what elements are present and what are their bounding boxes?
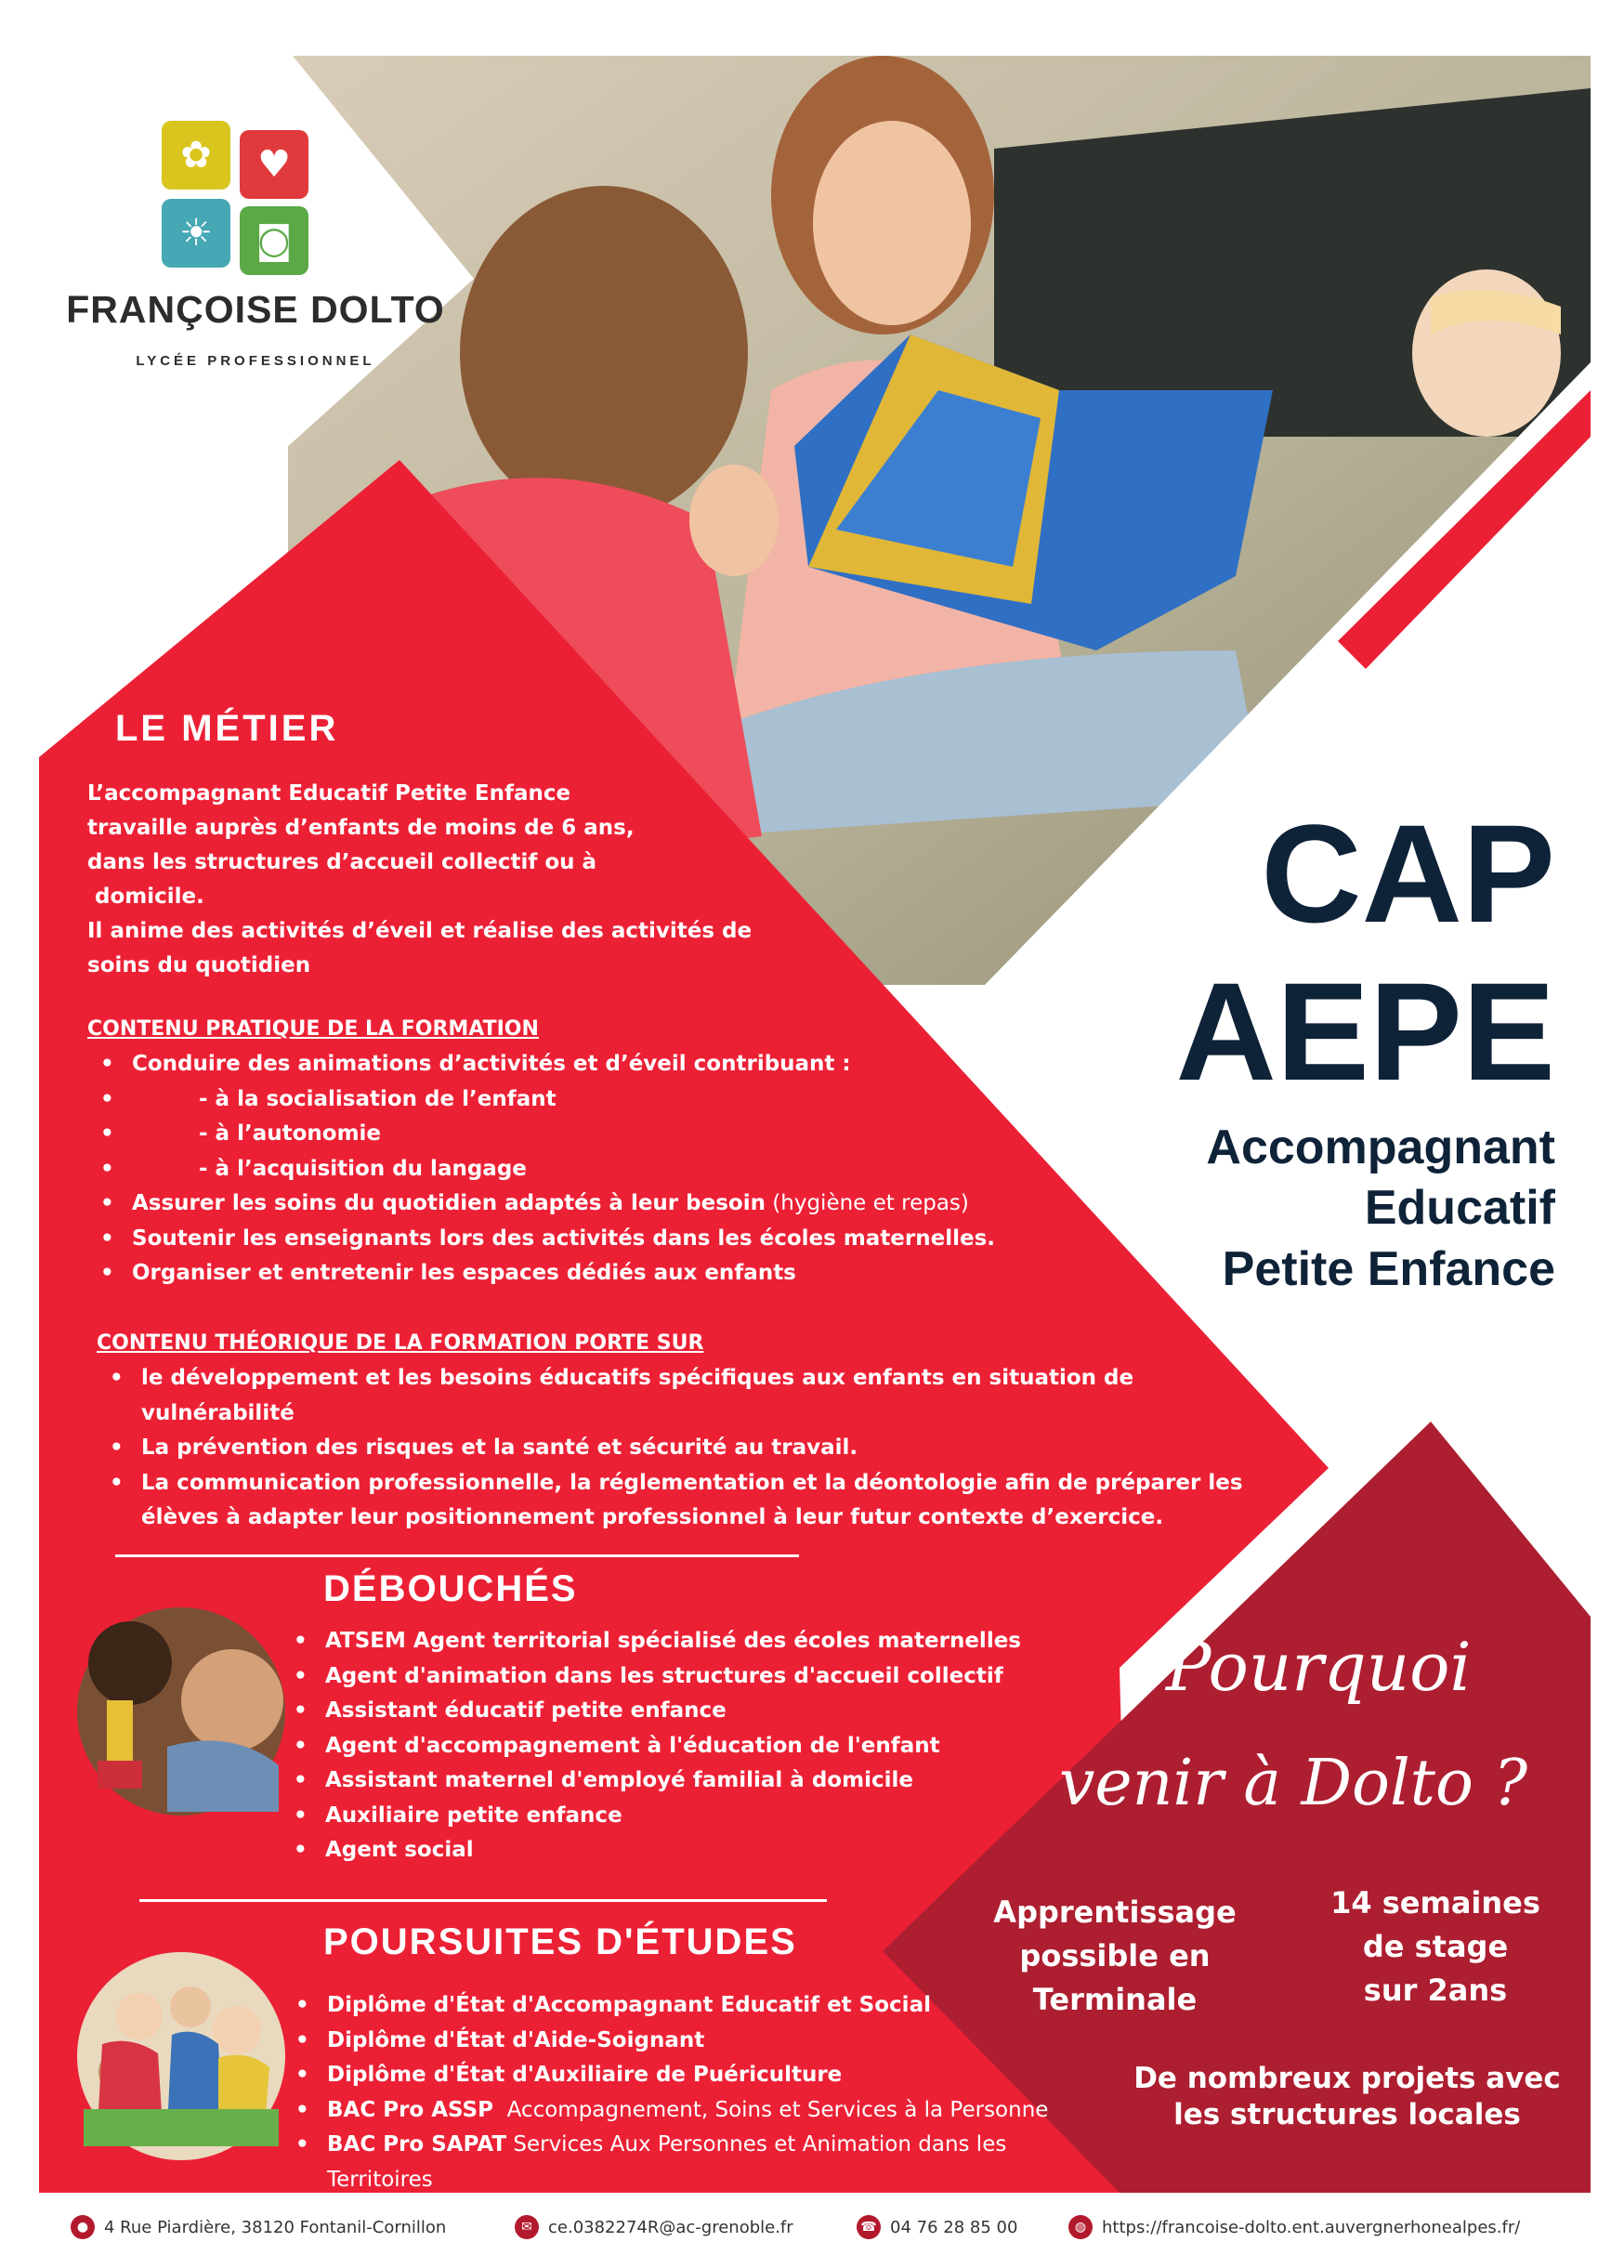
- school-name: FRANÇOISE DOLTO: [66, 288, 445, 331]
- globe-icon: ◍: [1068, 2215, 1093, 2239]
- item-extra: (hygiène et repas): [765, 1191, 969, 1215]
- item-text: BAC Pro ASSP: [327, 2097, 493, 2122]
- why-left-line: Apprentissage: [993, 1894, 1237, 1930]
- school-subtitle: LYCÉE PROFESSIONNEL: [136, 353, 375, 369]
- list-item: • La prévention des risques et la santé et sécurité au travail.: [141, 1431, 1293, 1466]
- metier-line: travaille auprès d’enfants de moins de 6 ans,: [87, 816, 635, 840]
- list-item: • Soutenir les enseignants lors des activités dans les écoles maternelles.: [132, 1222, 1080, 1257]
- hands-heart-icon: ♥: [240, 130, 308, 199]
- list-item: • Agent social: [325, 1833, 1161, 1868]
- metier-title: LE MÉTIER: [115, 708, 339, 749]
- poursuites-title: POURSUITES D'ÉTUDES: [323, 1921, 797, 1962]
- list-item: • Assistant éducatif petite enfance: [325, 1694, 1161, 1729]
- list-item: • Auxiliaire petite enfance: [325, 1799, 1161, 1834]
- website-text[interactable]: https://francoise-dolto.ent.auvergnerhonealpes.fr/: [1102, 2217, 1521, 2237]
- title-sub-2: Educatif: [1364, 1181, 1555, 1235]
- title-aepe: AEPE: [1175, 953, 1555, 1109]
- why-bottom-line: les structures locales: [1173, 2098, 1521, 2131]
- footer-address: [71, 2215, 446, 2239]
- subitem-text: - à l’autonomie: [199, 1121, 382, 1146]
- list-item: • La communication professionnelle, la réglementation et la déontologie afin de préparer les élèves à adapter leur positionnement professionnel à leur futur contexte d’exercice.: [141, 1466, 1293, 1536]
- list-item: [132, 1186, 1080, 1222]
- pratique-list: [89, 1047, 1080, 1291]
- debouches-photo: [77, 1607, 285, 1816]
- why-left-line: possible en: [1019, 1938, 1211, 1973]
- why-line-1: Pourquoi: [1166, 1628, 1472, 1706]
- phone-text: 04 76 28 85 00: [890, 2217, 1018, 2237]
- list-item: • le développement et les besoins éducatifs spécifiques aux enfants en situation de vulnérabilité: [141, 1361, 1210, 1431]
- brain-gears-icon: ✿: [162, 121, 230, 190]
- debouches-list: [282, 1624, 1161, 1868]
- title-sub-3: Petite Enfance: [1222, 1242, 1555, 1296]
- why-bottom-line: De nombreux projets avec: [1133, 2062, 1561, 2095]
- list-item: • Agent d'accompagnement à l'éducation de l'enfant: [325, 1729, 1161, 1764]
- item-text: Diplôme d'État d'Auxiliaire de Puériculture: [327, 2063, 843, 2087]
- list-item: [327, 2093, 1126, 2129]
- list-item: • ATSEM Agent territorial spécialisé des écoles maternelles: [325, 1624, 1161, 1659]
- list-item: • Organiser et entretenir les espaces dédiés aux enfants: [132, 1256, 1080, 1291]
- why-right-line: 14 semaines: [1330, 1885, 1540, 1921]
- metier-line: soins du quotidien: [87, 953, 311, 977]
- footer-email[interactable]: [515, 2215, 793, 2239]
- metier-line: dans les structures d’accueil collectif ou à: [87, 850, 597, 874]
- list-subitem: [132, 1082, 1080, 1118]
- divider: [139, 1899, 827, 1902]
- footer-website[interactable]: [1068, 2215, 1520, 2239]
- envelope-icon: ✉: [515, 2215, 539, 2239]
- debouches-title: DÉBOUCHÉS: [323, 1568, 578, 1609]
- why-left-line: Terminale: [1032, 1982, 1198, 2017]
- title-cap: CAP: [1261, 795, 1555, 951]
- phone-icon: ☎: [857, 2215, 881, 2239]
- metier-line: Il anime des activités d’éveil et réalise des activités de: [87, 919, 753, 943]
- metier-description: [87, 777, 793, 983]
- list-item: [327, 2128, 1061, 2197]
- why-right-line: sur 2ans: [1363, 1973, 1508, 2008]
- why-apprentissage: [976, 1891, 1254, 2022]
- list-item: • Assistant maternel d'employé familial à domicile: [325, 1763, 1161, 1799]
- item-text: BAC Pro SAPAT: [327, 2132, 507, 2157]
- why-right-line: de stage: [1362, 1929, 1509, 1964]
- item-detail: Services Aux Personnes et Animation dans les Territoires: [327, 2132, 1007, 2192]
- address-text: 4 Rue Piardière, 38120 Fontanil-Cornillon: [104, 2217, 447, 2237]
- item-detail: Accompagnement, Soins et Services à la Personne: [492, 2097, 1049, 2122]
- why-line-2: venir à Dolto ?: [1059, 1747, 1528, 1820]
- item-text: Diplôme d'État d'Aide-Soignant: [327, 2027, 705, 2052]
- metier-line: L’accompagnant Educatif Petite Enfance: [87, 781, 571, 806]
- item-text: Diplôme d'État d'Accompagnant Educatif et Social: [327, 1993, 931, 2017]
- divider: [115, 1554, 799, 1557]
- theorique-list: [98, 1361, 1293, 1536]
- list-item: • Conduire des animations d’activités et d’éveil contribuant :: [132, 1047, 1080, 1082]
- subitem-text: - à l’acquisition du langage: [199, 1156, 527, 1181]
- theorique-title: CONTENU THÉORIQUE DE LA FORMATION PORTE SUR: [97, 1331, 704, 1355]
- why-projets: [1115, 2061, 1579, 2133]
- item-text: Assurer les soins du quotidien adaptés à leur besoin: [132, 1191, 766, 1215]
- lightbulb-icon: ☀: [162, 199, 230, 268]
- metier-line: domicile.: [87, 885, 204, 909]
- pratique-title: CONTENU PRATIQUE DE LA FORMATION: [87, 1017, 539, 1041]
- footer-phone: [857, 2215, 1017, 2239]
- subitem-text: - à la socialisation de l’enfant: [199, 1086, 557, 1111]
- why-stage: [1291, 1881, 1579, 2012]
- welding-mask-icon: ◙: [240, 206, 308, 275]
- list-item: [327, 2058, 1126, 2093]
- list-item: • Agent d'animation dans les structures d'accueil collectif: [325, 1659, 1161, 1695]
- location-pin-icon: ●: [71, 2215, 95, 2239]
- title-sub-1: Accompagnant: [1206, 1121, 1555, 1174]
- list-item: [327, 2024, 1126, 2059]
- list-subitem: [132, 1152, 1080, 1187]
- list-subitem: [132, 1117, 1080, 1152]
- poursuites-photo: [77, 1952, 285, 2160]
- email-text[interactable]: ce.0382274R@ac-grenoble.fr: [548, 2217, 793, 2237]
